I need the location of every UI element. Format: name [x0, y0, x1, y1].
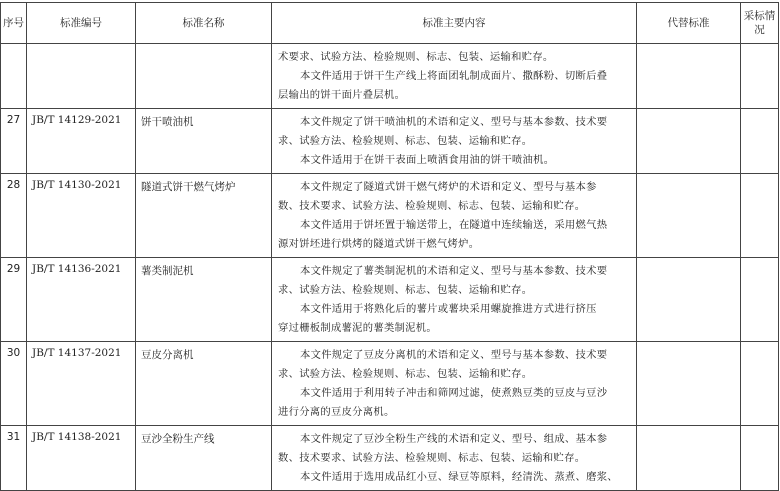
standard-code [27, 258, 136, 342]
standard-code [27, 44, 136, 109]
row-number: 28 [1, 174, 27, 258]
content-line: 本文件适用于饼干生产线上将面团轧制成面片、撒酥粉、切断后叠 [300, 70, 608, 82]
content-line: 本文件规定了隧道式饼干燃气烤炉的术语和定义、型号与基本参 [300, 181, 597, 193]
replaced-standard [637, 258, 741, 342]
standard-content [272, 109, 637, 174]
table-row [1, 109, 779, 174]
standard-content [272, 342, 637, 426]
replaced-standard [637, 426, 741, 491]
content-line: 求、试验方法、检验规则、标志、包装、运输和贮存。 [278, 135, 533, 147]
content-line: 本文件规定了豆皮分离机的术语和定义、型号与基本参数、技术要 [300, 349, 608, 361]
row-number: 31 [1, 426, 27, 491]
content-line: 本文件规定了豆沙全粉生产线的术语和定义、型号、组成、基本参 [300, 433, 608, 445]
standard-code-text: JB/T 14138-2021 [32, 431, 122, 443]
header-code: 标准编号 [27, 3, 136, 44]
standard-content [272, 258, 637, 342]
standard-code [27, 426, 136, 491]
table-row [1, 258, 779, 342]
content-line: 本文件适用于选用成品红小豆、绿豆等原料，经清洗、蒸煮、磨浆、 [300, 471, 618, 483]
row-number [1, 44, 27, 109]
standard-content [272, 426, 637, 491]
adoption-status [741, 174, 779, 258]
row-number: 30 [1, 342, 27, 426]
content-line: 本文件适用于利用转子冲击和筛网过滤，使煮熟豆类的豆皮与豆沙 [300, 387, 608, 399]
content-line: 求、试验方法、检验规则、标志、包装、运输和贮存。 [278, 368, 533, 380]
standard-name: 隧道式饼干燃气烤炉 [136, 174, 272, 258]
content-line: 本文件适用于将熟化后的薯片或薯块采用螺旋推进方式进行挤压 [300, 303, 597, 315]
standard-name: 豆沙全粉生产线 [136, 426, 272, 491]
header-content: 标准主要内容 [272, 3, 637, 44]
content-line: 术要求、试验方法、检验规则、标志、包装、运输和贮存。 [278, 51, 554, 63]
header-adoption: 采标情况 [741, 3, 779, 44]
standards-table [0, 2, 779, 491]
standard-code-text: JB/T 14136-2021 [32, 263, 122, 275]
content-line: 数、技术要求、试验方法、检验规则、标志、包装、运输和贮存。 [278, 452, 586, 464]
replaced-standard [637, 109, 741, 174]
content-line: 进行分离的豆皮分离机。 [278, 406, 395, 418]
standard-code-text: JB/T 14129-2021 [32, 114, 122, 126]
table-row [1, 174, 779, 258]
content-line: 源对饼坯进行烘烤的隧道式饼干燃气烤炉。 [278, 238, 480, 250]
replaced-standard [637, 174, 741, 258]
standard-name: 薯类制泥机 [136, 258, 272, 342]
adoption-status [741, 426, 779, 491]
content-line: 求、试验方法、检验规则、标志、包装、运输和贮存。 [278, 284, 533, 296]
content-line: 本文件规定了饼干喷油机的术语和定义、型号与基本参数、技术要 [300, 116, 608, 128]
table-row [1, 44, 779, 109]
header-name: 标准名称 [136, 3, 272, 44]
standard-name: 饼干喷油机 [136, 109, 272, 174]
table-row [1, 342, 779, 426]
content-line: 本文件适用于在饼干表面上喷洒食用油的饼干喷油机。 [300, 154, 555, 166]
adoption-status [741, 258, 779, 342]
replaced-standard [637, 44, 741, 109]
adoption-status [741, 109, 779, 174]
standard-code-text: JB/T 14130-2021 [32, 179, 122, 191]
header-replaced: 代替标准 [637, 3, 741, 44]
content-line: 本文件规定了薯类制泥机的术语和定义、型号与基本参数、技术要 [300, 265, 608, 277]
replaced-standard [637, 342, 741, 426]
row-number: 29 [1, 258, 27, 342]
standard-name: 豆皮分离机 [136, 342, 272, 426]
content-line: 本文件适用于饼坯置于输送带上，在隧道中连续输送，采用燃气热 [300, 219, 608, 231]
table-row [1, 426, 779, 491]
standard-code-text: JB/T 14137-2021 [32, 347, 122, 359]
content-line: 层输出的饼干面片叠层机。 [278, 89, 406, 101]
standard-content [272, 174, 637, 258]
header-no: 序号 [1, 3, 27, 44]
content-line: 数、技术要求、试验方法、检验规则、标志、包装、运输和贮存。 [278, 200, 586, 212]
standard-code [27, 342, 136, 426]
adoption-status [741, 44, 779, 109]
standard-code [27, 174, 136, 258]
standard-content [272, 44, 637, 109]
content-line: 穿过栅板制成薯泥的薯类制泥机。 [278, 322, 437, 334]
standard-name [136, 44, 272, 109]
adoption-status [741, 342, 779, 426]
row-number: 27 [1, 109, 27, 174]
header-row [1, 3, 779, 44]
standard-code [27, 109, 136, 174]
